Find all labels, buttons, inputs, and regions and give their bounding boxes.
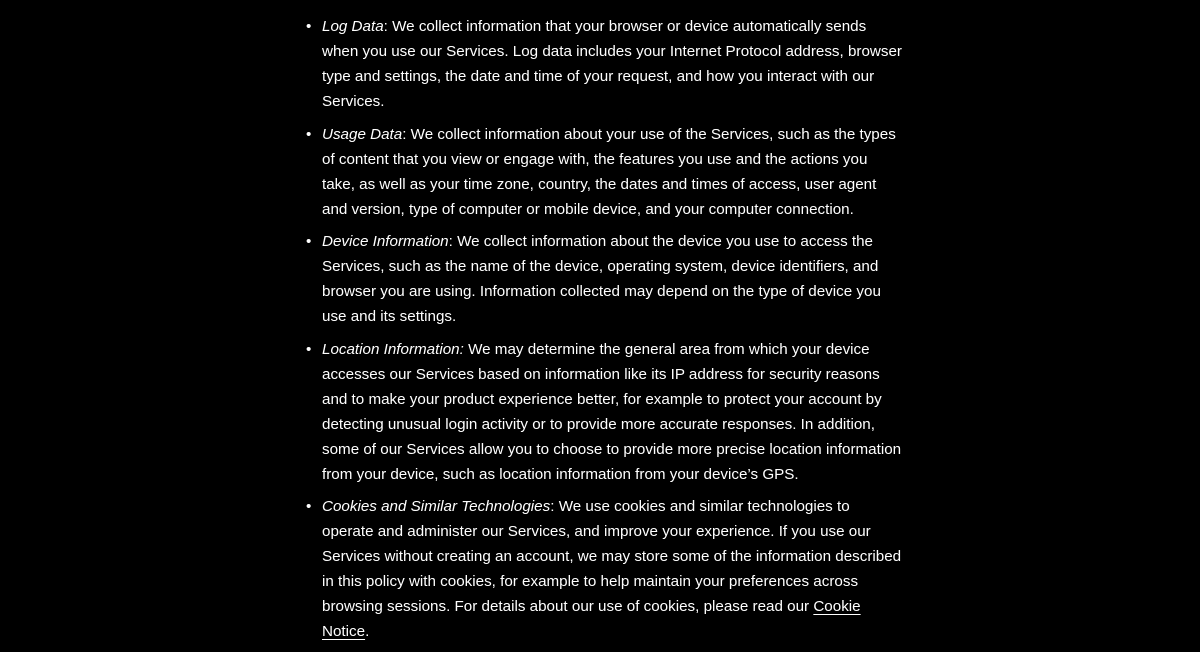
list-item-usage-data <box>302 122 902 222</box>
item-text: We collect information that your browser or device automatically sends when you use our Services. Log data includes your Internet Protocol address, browser type and settings, the date and time of your request, and how you interact with our Services. <box>322 18 902 110</box>
item-text: We use cookies and similar technologies to operate and administer our Services, and improve your experience. If you use our Services without creating an account, we may store some of the information described in this policy with cookies, for example to help maintain your preferences across browsing sessions. For details about our use of cookies, please read our <box>322 498 902 615</box>
term-separator: : <box>448 233 453 250</box>
item-text-end: . <box>365 623 370 640</box>
term-label: Device Information <box>322 233 449 250</box>
item-text: We may determine the general area from which your device accesses our Services based on information like its IP address for security reasons and to make your product experience better, for example to protect your account by detecting unusual login activity or to provide more accurate responses. In addition, some of our Services allow you to choose to provide more precise location information from your device, such as location information from your device’s GPS. <box>322 340 902 483</box>
policy-list <box>302 14 902 644</box>
term-label: Location Information: <box>322 340 464 358</box>
term-separator: : <box>402 125 407 143</box>
term-label: Cookies and Similar Technologies <box>322 498 551 515</box>
list-item-cookies <box>302 494 902 644</box>
cookie-notice-link[interactable]: Cookie Notice <box>322 598 861 640</box>
bullet-icon: • <box>306 340 312 358</box>
term-label: Usage Data <box>322 125 403 143</box>
bullet-icon: • <box>306 498 312 515</box>
term-separator: : <box>550 498 555 515</box>
bullet-icon: • <box>306 125 312 143</box>
term-separator: : <box>383 18 388 35</box>
policy-content <box>302 14 902 652</box>
list-item-log-data <box>302 14 902 114</box>
item-text: We collect information about the device you use to access the Services, such as the name of the device, operating system, device identifiers, and browser you are using. Information collected may depend on the type of device you use and its settings. <box>322 233 881 325</box>
list-item-device-information <box>302 229 902 329</box>
term-label: Log Data <box>322 18 384 35</box>
bullet-icon: • <box>306 18 312 35</box>
bullet-icon: • <box>306 233 312 250</box>
item-text: We collect information about your use of the Services, such as the types of content that you view or engage with, the features you use and the actions you take, as well as your time zone, country, the dates and times of access, user agent and version, type of computer or mobile device, and your computer connection. <box>322 125 896 218</box>
list-item-location-information <box>302 337 902 487</box>
